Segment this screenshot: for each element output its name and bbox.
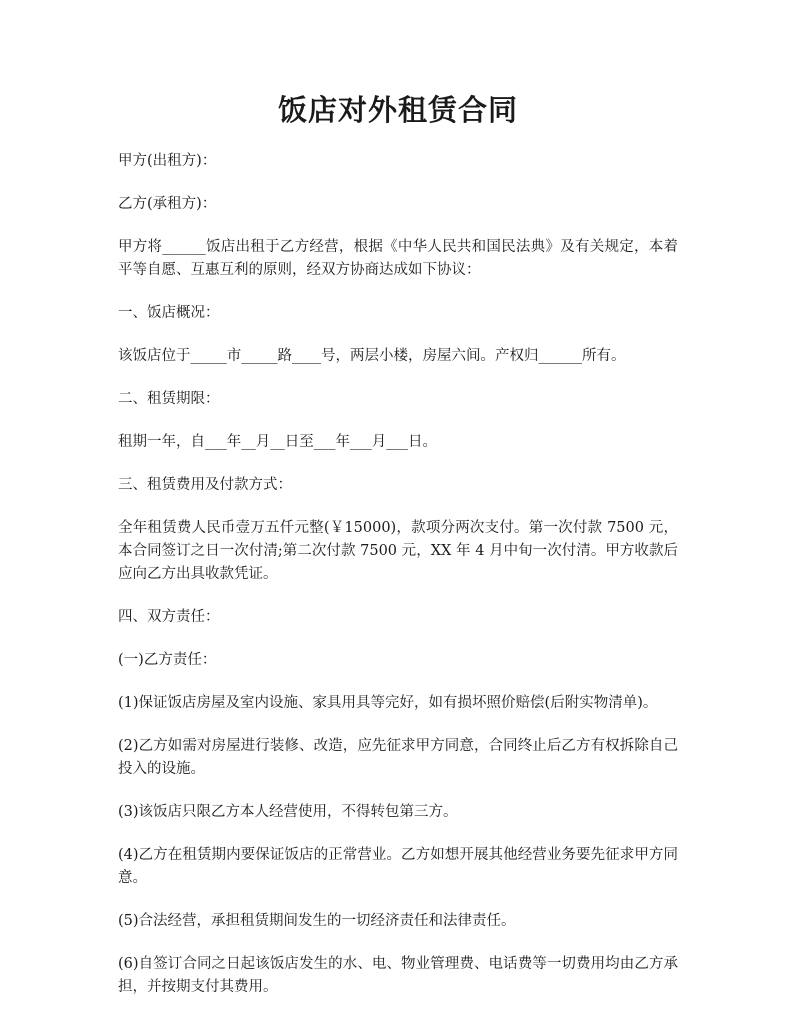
overview-paragraph: 该饭店位于_____市_____路____号，两层小楼，房屋六间。产权归______所有。	[118, 348, 626, 364]
section-heading-overview: 一、饭店概况：	[118, 305, 220, 321]
preamble-paragraph: 甲方将______饭店出租于乙方经营，根据《中华人民共和国民法典》及有关规定，本着平等自愿、互惠互利的原则，经双方协商达成如下协议：	[118, 239, 678, 278]
clause-1: (1)保证饭店房屋及室内设施、家具用具等完好，如有损坏照价赔偿(后附实物清单)。	[118, 695, 658, 711]
subsection-heading-party-b: (一)乙方责任：	[118, 652, 217, 668]
clause-4: (4)乙方在租赁期内要保证饭店的正常营业。乙方如想开展其他经营业务要先征求甲方同意。	[118, 847, 678, 886]
clause-5: (5)合法经营，承担租赁期间发生的一切经济责任和法律责任。	[118, 913, 516, 929]
document-title: 饭店对外租赁合同	[277, 93, 518, 127]
payment-paragraph: 全年租赁费人民币壹万五仟元整(￥15000)，款项分两次支付。第一次付款 7500 元，本合同签订之日一次付清;第二次付款 7500 元，XX 年 4 月中旬一次付清。甲方收款后应向乙方出具收款凭证。	[118, 520, 678, 582]
section-heading-payment: 三、租赁费用及付款方式：	[118, 477, 292, 493]
term-paragraph: 租期一年，自___年__月__日至___年___月___日。	[118, 434, 437, 450]
clause-6: (6)自签订合同之日起该饭店发生的水、电、物业管理费、电话费等一切费用均由乙方承担，并按期支付其费用。	[118, 956, 678, 995]
section-heading-term: 二、租赁期限：	[118, 391, 220, 407]
party-b-line: 乙方(承租方)：	[118, 196, 217, 212]
party-a-line: 甲方(出租方)：	[118, 153, 217, 169]
section-heading-responsibilities: 四、双方责任：	[118, 609, 220, 625]
clause-2: (2)乙方如需对房屋进行装修、改造，应先征求甲方同意，合同终止后乙方有权拆除自己投入的设施。	[118, 738, 678, 777]
clause-3: (3)该饭店只限乙方本人经营使用，不得转包第三方。	[118, 804, 458, 820]
document-body	[118, 150, 678, 1019]
